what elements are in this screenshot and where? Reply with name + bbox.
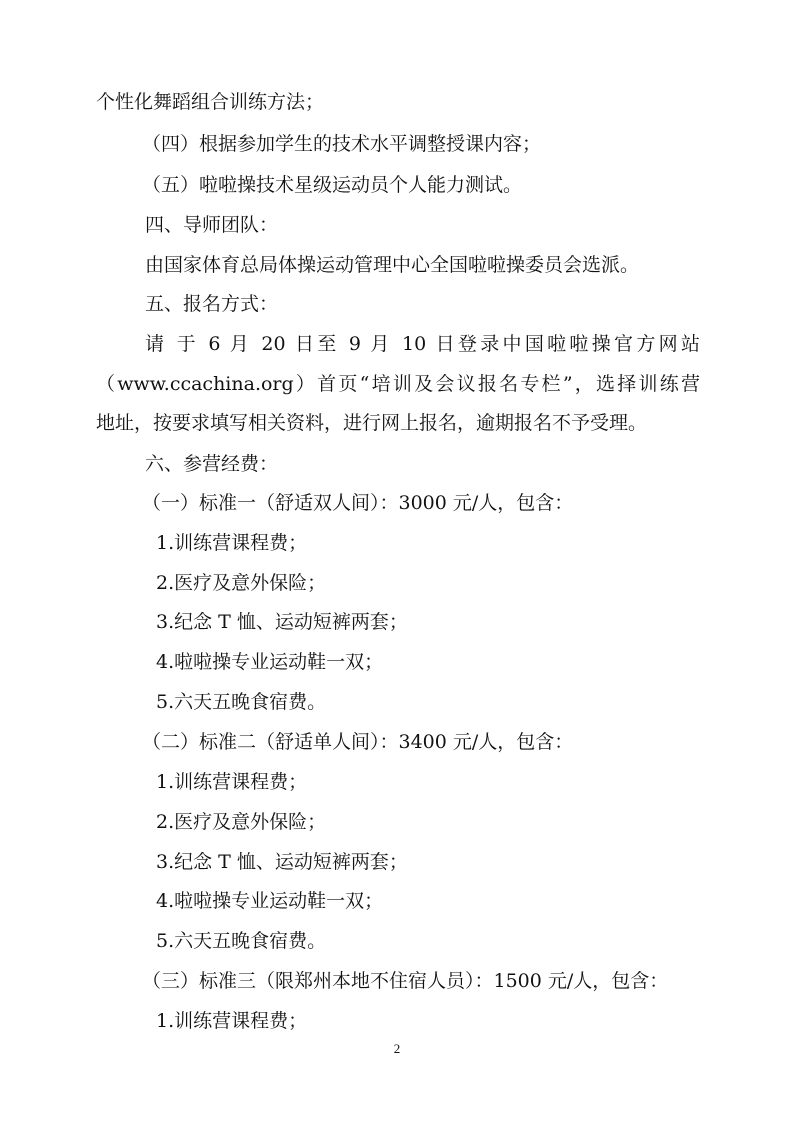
list-item: 2.医疗及意外保险；: [156, 811, 327, 833]
list-item: 5.六天五晚食宿费。: [156, 930, 327, 952]
list-item: 2.医疗及意外保险；: [156, 572, 327, 594]
section-heading: 六、参营经费：: [145, 453, 279, 475]
text-line: （www.ccachina.org）首页“培训及会议报名专栏”，选择训练营: [96, 373, 700, 395]
list-item: 1.训练营课程费；: [156, 1010, 308, 1032]
text-line: 地址，按要求填写相关资料，进行网上报名，逾期报名不予受理。: [96, 412, 648, 434]
text-line: （五）啦啦操技术星级运动员个人能力测试。: [142, 174, 523, 196]
list-item: 5.六天五晚食宿费。: [156, 691, 327, 713]
text-line: （三）标准三（限郑州本地不住宿人员）：1500 元/人，包含：: [142, 970, 669, 992]
section-heading: 五、报名方式：: [145, 293, 279, 315]
list-item: 1.训练营课程费；: [156, 771, 308, 793]
list-item: 3.纪念 T 恤、运动短裤两套；: [156, 851, 408, 873]
text-line: （一）标准一（舒适双人间）：3000 元/人，包含：: [142, 492, 574, 514]
text-line: 个性化舞蹈组合训练方法；: [96, 91, 325, 113]
text-line: 请 于 6 月 20 日至 9 月 10 日登录中国啦啦操官方网站: [145, 333, 700, 355]
page-number: 2: [393, 1041, 401, 1056]
text-line: （二）标准二（舒适单人间）：3400 元/人，包含：: [142, 731, 574, 753]
text-line: 由国家体育总局体操运动管理中心全国啦啦操委员会选派。: [145, 254, 640, 276]
section-heading: 四、导师团队：: [145, 214, 279, 236]
list-item: 1.训练营课程费；: [156, 532, 308, 554]
list-item: 4.啦啦操专业运动鞋一双；: [156, 651, 384, 673]
list-item: 3.纪念 T 恤、运动短裤两套；: [156, 611, 408, 633]
text-line: （四）根据参加学生的技术水平调整授课内容；: [142, 133, 542, 155]
list-item: 4.啦啦操专业运动鞋一双；: [156, 890, 384, 912]
